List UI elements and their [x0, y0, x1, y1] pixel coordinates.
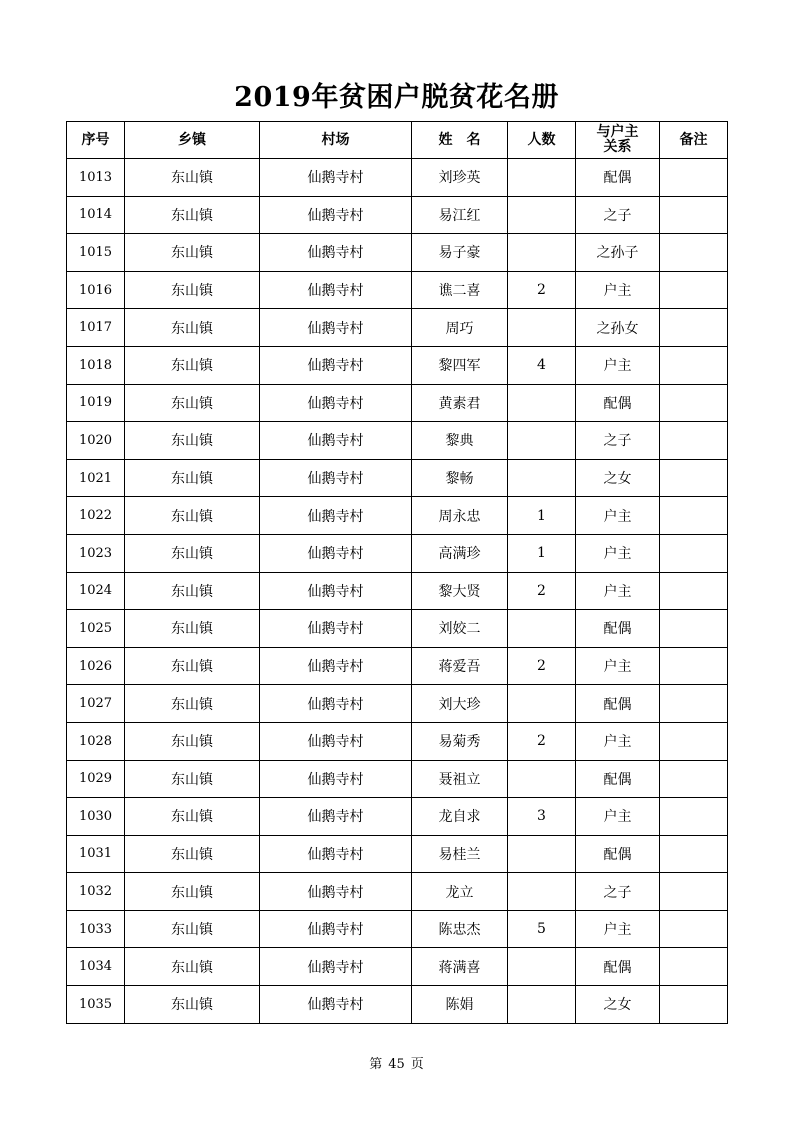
- cell-village: 仙鹅寺村: [260, 986, 412, 1024]
- footer-page-number: 45: [388, 1057, 405, 1072]
- cell-name: 蒋满喜: [412, 948, 508, 986]
- cell-village: 仙鹅寺村: [260, 572, 412, 610]
- cell-town: 东山镇: [125, 572, 260, 610]
- cell-note: [660, 760, 728, 798]
- cell-relation: 之子: [576, 422, 660, 460]
- cell-relation: 配偶: [576, 159, 660, 197]
- cell-note: [660, 497, 728, 535]
- cell-name: 陈忠杰: [412, 910, 508, 948]
- cell-village: 仙鹅寺村: [260, 647, 412, 685]
- cell-count: [508, 309, 576, 347]
- cell-relation: 户主: [576, 572, 660, 610]
- table-row: [67, 647, 728, 685]
- cell-note: [660, 685, 728, 723]
- cell-name: 刘姣二: [412, 610, 508, 648]
- cell-town: 东山镇: [125, 910, 260, 948]
- cell-name: 周巧: [412, 309, 508, 347]
- cell-note: [660, 798, 728, 836]
- cell-name: 周永忠: [412, 497, 508, 535]
- cell-town: 东山镇: [125, 234, 260, 272]
- cell-village: 仙鹅寺村: [260, 610, 412, 648]
- cell-town: 东山镇: [125, 309, 260, 347]
- header-name: 姓 名: [412, 122, 508, 159]
- cell-count: [508, 234, 576, 272]
- cell-name: 龙自求: [412, 798, 508, 836]
- cell-name: 黎典: [412, 422, 508, 460]
- cell-village: 仙鹅寺村: [260, 309, 412, 347]
- cell-count: [508, 384, 576, 422]
- table-row: [67, 835, 728, 873]
- cell-name: 黎畅: [412, 459, 508, 497]
- cell-relation: 户主: [576, 722, 660, 760]
- cell-count: 5: [508, 910, 576, 948]
- cell-seq: 1015: [67, 234, 125, 272]
- table-row: [67, 910, 728, 948]
- cell-count: [508, 685, 576, 723]
- cell-town: 东山镇: [125, 534, 260, 572]
- cell-village: 仙鹅寺村: [260, 346, 412, 384]
- cell-seq: 1021: [67, 459, 125, 497]
- cell-village: 仙鹅寺村: [260, 835, 412, 873]
- header-relation-line2: 关系: [603, 139, 632, 155]
- cell-seq: 1033: [67, 910, 125, 948]
- cell-note: [660, 610, 728, 648]
- cell-town: 东山镇: [125, 760, 260, 798]
- cell-town: 东山镇: [125, 685, 260, 723]
- cell-seq: 1028: [67, 722, 125, 760]
- cell-relation: 户主: [576, 647, 660, 685]
- cell-relation: 之孙女: [576, 309, 660, 347]
- cell-seq: 1019: [67, 384, 125, 422]
- cell-relation: 配偶: [576, 685, 660, 723]
- cell-relation: 之女: [576, 459, 660, 497]
- cell-count: 2: [508, 647, 576, 685]
- page-title: 2019年贫困户脱贫花名册: [234, 82, 559, 113]
- cell-name: 刘珍英: [412, 159, 508, 197]
- cell-count: [508, 835, 576, 873]
- header-row: [67, 122, 728, 159]
- cell-seq: 1029: [67, 760, 125, 798]
- cell-note: [660, 572, 728, 610]
- cell-count: 2: [508, 722, 576, 760]
- table-row: [67, 948, 728, 986]
- cell-name: 龙立: [412, 873, 508, 911]
- cell-village: 仙鹅寺村: [260, 234, 412, 272]
- cell-village: 仙鹅寺村: [260, 534, 412, 572]
- header-count: 人数: [508, 122, 576, 159]
- header-seq: 序号: [67, 122, 125, 159]
- header-note: 备注: [660, 122, 728, 159]
- cell-note: [660, 910, 728, 948]
- cell-relation: 户主: [576, 534, 660, 572]
- table-row: [67, 572, 728, 610]
- cell-note: [660, 196, 728, 234]
- page-footer: [0, 1056, 793, 1074]
- cell-name: 易子豪: [412, 234, 508, 272]
- cell-seq: 1034: [67, 948, 125, 986]
- footer-suffix: 页: [410, 1057, 424, 1072]
- cell-count: [508, 459, 576, 497]
- cell-village: 仙鹅寺村: [260, 798, 412, 836]
- cell-village: 仙鹅寺村: [260, 196, 412, 234]
- cell-seq: 1023: [67, 534, 125, 572]
- cell-seq: 1014: [67, 196, 125, 234]
- table-row: [67, 722, 728, 760]
- table-row: [67, 234, 728, 272]
- cell-count: [508, 760, 576, 798]
- cell-note: [660, 309, 728, 347]
- cell-seq: 1018: [67, 346, 125, 384]
- cell-seq: 1016: [67, 271, 125, 309]
- cell-name: 黎大贤: [412, 572, 508, 610]
- cell-town: 东山镇: [125, 798, 260, 836]
- cell-count: 4: [508, 346, 576, 384]
- cell-town: 东山镇: [125, 835, 260, 873]
- cell-village: 仙鹅寺村: [260, 271, 412, 309]
- cell-relation: 之孙子: [576, 234, 660, 272]
- cell-count: 1: [508, 497, 576, 535]
- table-row: [67, 159, 728, 197]
- cell-relation: 配偶: [576, 835, 660, 873]
- cell-village: 仙鹅寺村: [260, 948, 412, 986]
- cell-count: [508, 986, 576, 1024]
- cell-town: 东山镇: [125, 271, 260, 309]
- cell-village: 仙鹅寺村: [260, 497, 412, 535]
- cell-town: 东山镇: [125, 873, 260, 911]
- cell-name: 黎四军: [412, 346, 508, 384]
- cell-note: [660, 271, 728, 309]
- cell-name: 谯二喜: [412, 271, 508, 309]
- cell-name: 高满珍: [412, 534, 508, 572]
- cell-note: [660, 346, 728, 384]
- header-relation-line1: 与户主: [596, 124, 639, 140]
- cell-seq: 1027: [67, 685, 125, 723]
- cell-village: 仙鹅寺村: [260, 873, 412, 911]
- cell-relation: 户主: [576, 798, 660, 836]
- cell-name: 陈娟: [412, 986, 508, 1024]
- cell-relation: 户主: [576, 910, 660, 948]
- cell-relation: 户主: [576, 497, 660, 535]
- cell-relation: 配偶: [576, 610, 660, 648]
- cell-name: 黄素君: [412, 384, 508, 422]
- cell-name: 刘大珍: [412, 685, 508, 723]
- cell-relation: 配偶: [576, 760, 660, 798]
- cell-relation: 配偶: [576, 384, 660, 422]
- table-row: [67, 346, 728, 384]
- cell-relation: 户主: [576, 271, 660, 309]
- cell-count: 2: [508, 572, 576, 610]
- table-row: [67, 459, 728, 497]
- table-row: [67, 384, 728, 422]
- cell-relation: 之女: [576, 986, 660, 1024]
- cell-note: [660, 159, 728, 197]
- cell-count: [508, 159, 576, 197]
- cell-seq: 1031: [67, 835, 125, 873]
- table-row: [67, 798, 728, 836]
- cell-village: 仙鹅寺村: [260, 760, 412, 798]
- cell-note: [660, 422, 728, 460]
- table-row: [67, 986, 728, 1024]
- cell-count: [508, 610, 576, 648]
- cell-relation: 之子: [576, 196, 660, 234]
- cell-seq: 1032: [67, 873, 125, 911]
- cell-seq: 1022: [67, 497, 125, 535]
- cell-village: 仙鹅寺村: [260, 384, 412, 422]
- cell-note: [660, 873, 728, 911]
- table-row: [67, 271, 728, 309]
- cell-seq: 1026: [67, 647, 125, 685]
- cell-seq: 1030: [67, 798, 125, 836]
- table-body: [67, 159, 728, 1024]
- cell-relation: 户主: [576, 346, 660, 384]
- poverty-roster-table: [66, 121, 728, 1024]
- cell-count: 3: [508, 798, 576, 836]
- cell-name: 易菊秀: [412, 722, 508, 760]
- cell-name: 聂祖立: [412, 760, 508, 798]
- cell-village: 仙鹅寺村: [260, 685, 412, 723]
- cell-town: 东山镇: [125, 948, 260, 986]
- cell-town: 东山镇: [125, 384, 260, 422]
- cell-village: 仙鹅寺村: [260, 459, 412, 497]
- cell-count: 1: [508, 534, 576, 572]
- header-relation: [576, 122, 660, 159]
- table-row: [67, 610, 728, 648]
- cell-count: [508, 948, 576, 986]
- header-town: 乡镇: [125, 122, 260, 159]
- cell-note: [660, 948, 728, 986]
- cell-town: 东山镇: [125, 647, 260, 685]
- cell-seq: 1017: [67, 309, 125, 347]
- cell-seq: 1035: [67, 986, 125, 1024]
- cell-count: [508, 873, 576, 911]
- cell-town: 东山镇: [125, 610, 260, 648]
- cell-village: 仙鹅寺村: [260, 910, 412, 948]
- table-row: [67, 685, 728, 723]
- cell-village: 仙鹅寺村: [260, 722, 412, 760]
- table-row: [67, 873, 728, 911]
- cell-town: 东山镇: [125, 346, 260, 384]
- cell-village: 仙鹅寺村: [260, 422, 412, 460]
- cell-seq: 1025: [67, 610, 125, 648]
- cell-town: 东山镇: [125, 196, 260, 234]
- table-row: [67, 534, 728, 572]
- cell-town: 东山镇: [125, 459, 260, 497]
- cell-seq: 1024: [67, 572, 125, 610]
- table-row: [67, 497, 728, 535]
- table-row: [67, 760, 728, 798]
- cell-count: [508, 422, 576, 460]
- cell-town: 东山镇: [125, 159, 260, 197]
- cell-relation: 之子: [576, 873, 660, 911]
- cell-note: [660, 534, 728, 572]
- table-row: [67, 196, 728, 234]
- cell-seq: 1020: [67, 422, 125, 460]
- cell-name: 蒋爱吾: [412, 647, 508, 685]
- header-village: 村场: [260, 122, 412, 159]
- cell-name: 易桂兰: [412, 835, 508, 873]
- cell-note: [660, 835, 728, 873]
- cell-note: [660, 722, 728, 760]
- cell-note: [660, 384, 728, 422]
- table-row: [67, 422, 728, 460]
- cell-note: [660, 986, 728, 1024]
- cell-town: 东山镇: [125, 422, 260, 460]
- cell-count: [508, 196, 576, 234]
- cell-note: [660, 234, 728, 272]
- cell-town: 东山镇: [125, 986, 260, 1024]
- cell-note: [660, 459, 728, 497]
- cell-town: 东山镇: [125, 497, 260, 535]
- cell-count: 2: [508, 271, 576, 309]
- table-row: [67, 309, 728, 347]
- cell-note: [660, 647, 728, 685]
- footer-prefix: 第: [369, 1057, 383, 1072]
- cell-town: 东山镇: [125, 722, 260, 760]
- cell-seq: 1013: [67, 159, 125, 197]
- cell-village: 仙鹅寺村: [260, 159, 412, 197]
- cell-name: 易江红: [412, 196, 508, 234]
- cell-relation: 配偶: [576, 948, 660, 986]
